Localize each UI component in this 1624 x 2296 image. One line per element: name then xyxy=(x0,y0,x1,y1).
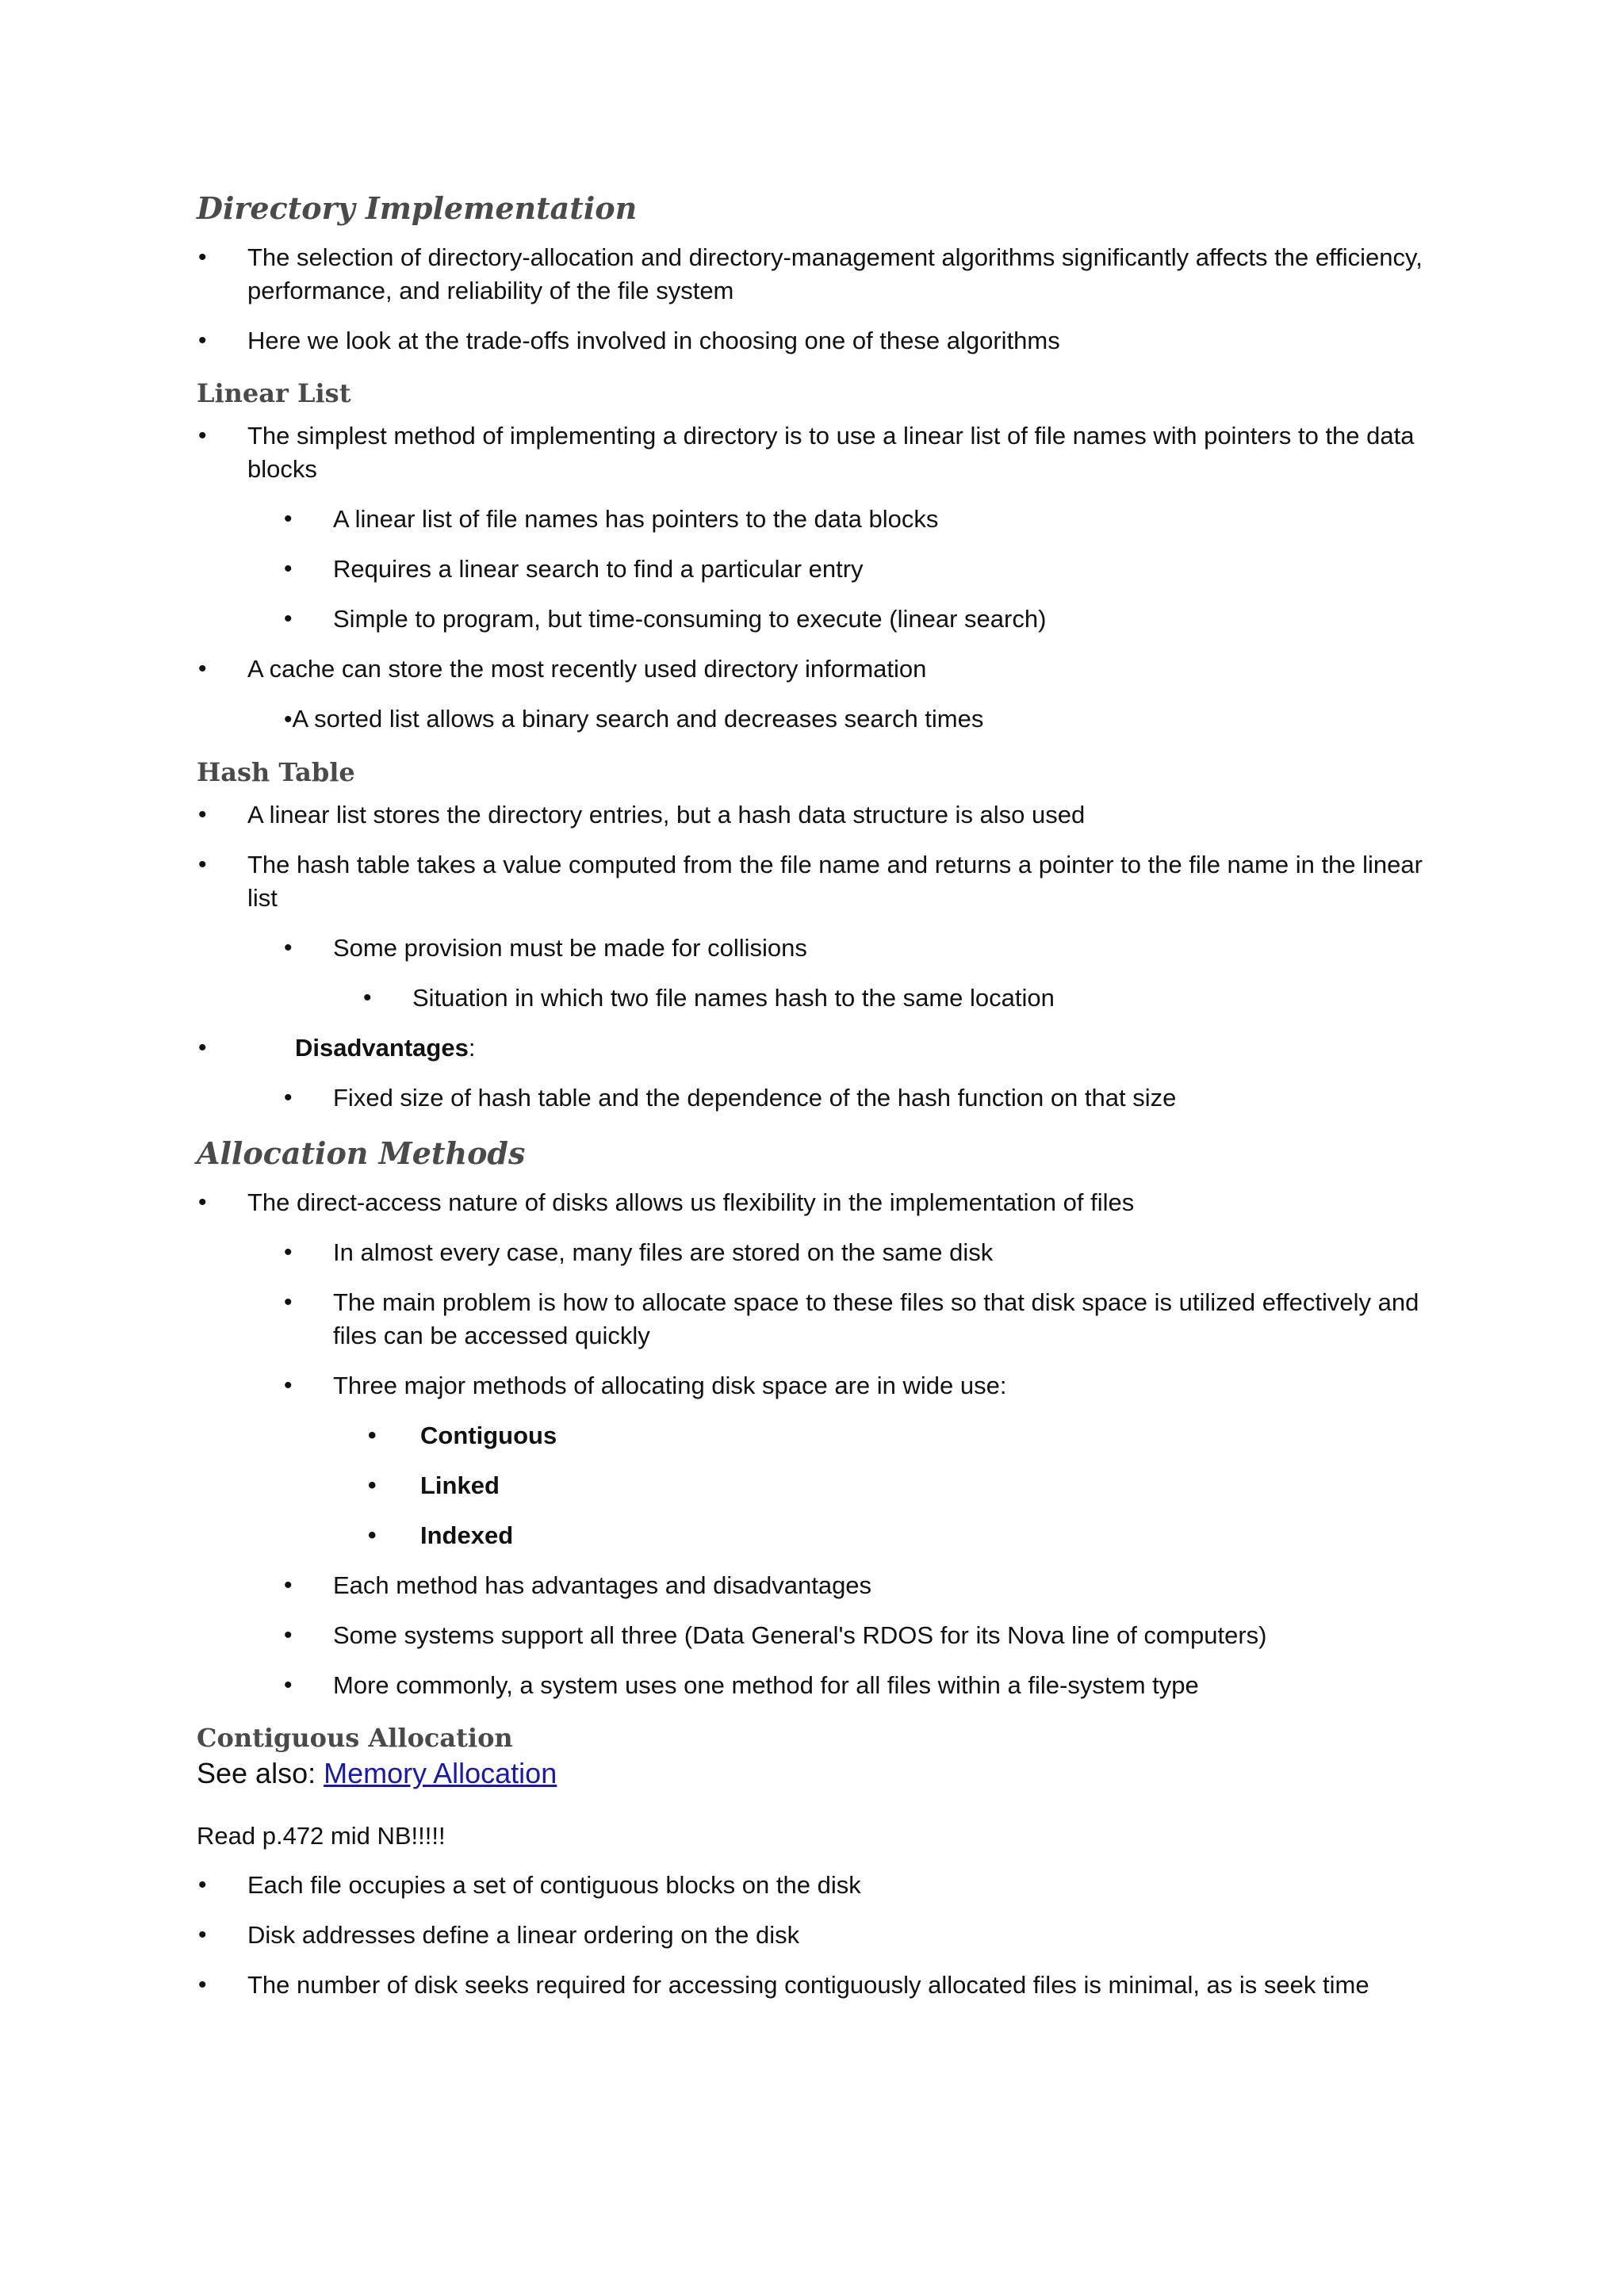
list-directory-implementation xyxy=(197,241,1434,358)
list-item: • Some provision must be made for collisions xyxy=(197,932,1434,965)
bullet-icon: • xyxy=(368,1471,377,1498)
bullet-icon: • xyxy=(198,327,207,354)
bullet-icon: • xyxy=(368,1422,377,1448)
bullet-icon: • xyxy=(284,1085,293,1112)
list-item: • Three major methods of allocating disk space are in wide use: xyxy=(197,1369,1434,1402)
bullet-icon: • xyxy=(198,1972,207,1999)
list-item: • In almost every case, many files are stored on the same disk xyxy=(197,1236,1434,1269)
bullet-icon: • xyxy=(284,706,293,733)
list-item: • Here we look at the trade-offs involved in choosing one of these algorithms xyxy=(197,324,1434,358)
list-item: • Fixed size of hash table and the dependence of the hash function on that size xyxy=(197,1081,1434,1115)
bullet-icon: • xyxy=(198,802,207,828)
bullet-icon: • xyxy=(284,1238,293,1265)
bullet-icon: • xyxy=(284,1571,293,1598)
bullet-icon: • xyxy=(284,1621,293,1648)
heading-directory-implementation: Directory Implementation xyxy=(197,190,638,226)
list-item: • A linear list of file names has pointers to the data blocks xyxy=(197,503,1434,536)
list-item: • More commonly, a system uses one method for all files within a file-system type xyxy=(197,1669,1434,1702)
list-allocation-methods xyxy=(197,1186,1434,1702)
bullet-icon: • xyxy=(284,555,293,582)
document-page xyxy=(197,190,1434,2019)
list-item: • Disadvantages: xyxy=(197,1031,1434,1065)
list-contiguous-allocation xyxy=(197,1869,1434,2002)
list-item: • Indexed xyxy=(197,1519,1434,1552)
see-also: See also: Memory Allocation xyxy=(197,1757,557,1790)
bullet-icon: • xyxy=(198,851,207,878)
list-item: • The number of disk seeks required for accessing contiguously allocated files is minimal, as is seek time xyxy=(197,1969,1434,2002)
bullet-icon: • xyxy=(363,985,372,1012)
list-item: • The main problem is how to allocate space to these files so that disk space is utilized effectively and files can be accessed quickly xyxy=(197,1286,1434,1353)
list-item: • Each method has advantages and disadvantages xyxy=(197,1569,1434,1602)
bullet-icon: • xyxy=(284,935,293,962)
list-item: • Linked xyxy=(197,1469,1434,1502)
heading-hash-table: Hash Table xyxy=(197,756,355,787)
bullet-icon: • xyxy=(368,1521,377,1548)
list-item: • Some systems support all three (Data General's RDOS for its Nova line of computers) xyxy=(197,1619,1434,1652)
bullet-icon: • xyxy=(198,243,207,270)
list-item: • The selection of directory-allocation and directory-management algorithms significantly affects the efficiency, performance, and reliability of the file system xyxy=(197,241,1434,308)
read-note: Read p.472 mid NB!!!!! xyxy=(197,1822,446,1850)
list-item: • The simplest method of implementing a directory is to use a linear list of file names with pointers to the data blocks xyxy=(197,419,1434,486)
list-linear-list xyxy=(197,419,1434,737)
list-item: • Situation in which two file names hash to the same location xyxy=(197,982,1434,1015)
bullet-icon: • xyxy=(198,422,207,449)
list-item: • A linear list stores the directory entries, but a hash data structure is also used xyxy=(197,798,1434,832)
bullet-icon: • xyxy=(198,1922,207,1949)
list-item: • The hash table takes a value computed from the file name and returns a pointer to the file name in the linear list xyxy=(197,848,1434,915)
heading-contiguous-allocation: Contiguous Allocation xyxy=(197,1722,513,1753)
list-item: • Contiguous xyxy=(197,1419,1434,1452)
memory-allocation-link[interactable]: Memory Allocation xyxy=(324,1757,557,1790)
list-item: • The direct-access nature of disks allows us flexibility in the implementation of files xyxy=(197,1186,1434,1219)
list-item: • A cache can store the most recently used directory information xyxy=(197,652,1434,686)
bullet-icon: • xyxy=(198,1188,207,1215)
bullet-icon: • xyxy=(198,1035,207,1062)
list-item: • Simple to program, but time-consuming to execute (linear search) xyxy=(197,603,1434,636)
bullet-icon: • xyxy=(284,1372,293,1399)
list-item: • Requires a linear search to find a particular entry xyxy=(197,553,1434,586)
list-item: • Each file occupies a set of contiguous blocks on the disk xyxy=(197,1869,1434,1902)
bullet-icon: • xyxy=(284,1671,293,1698)
bullet-icon: • xyxy=(284,1288,293,1315)
bullet-icon: • xyxy=(198,1872,207,1899)
list-hash-table xyxy=(197,798,1434,1115)
bullet-icon: • xyxy=(198,655,207,682)
heading-allocation-methods: Allocation Methods xyxy=(197,1135,526,1172)
disadvantages-label: Disadvantages xyxy=(295,1034,469,1062)
list-item: • Disk addresses define a linear ordering on the disk xyxy=(197,1919,1434,1952)
bullet-icon: • xyxy=(284,605,293,632)
heading-linear-list: Linear List xyxy=(197,377,351,408)
bullet-icon: • xyxy=(284,505,293,532)
list-item: •A sorted list allows a binary search and decreases search times xyxy=(284,704,984,733)
